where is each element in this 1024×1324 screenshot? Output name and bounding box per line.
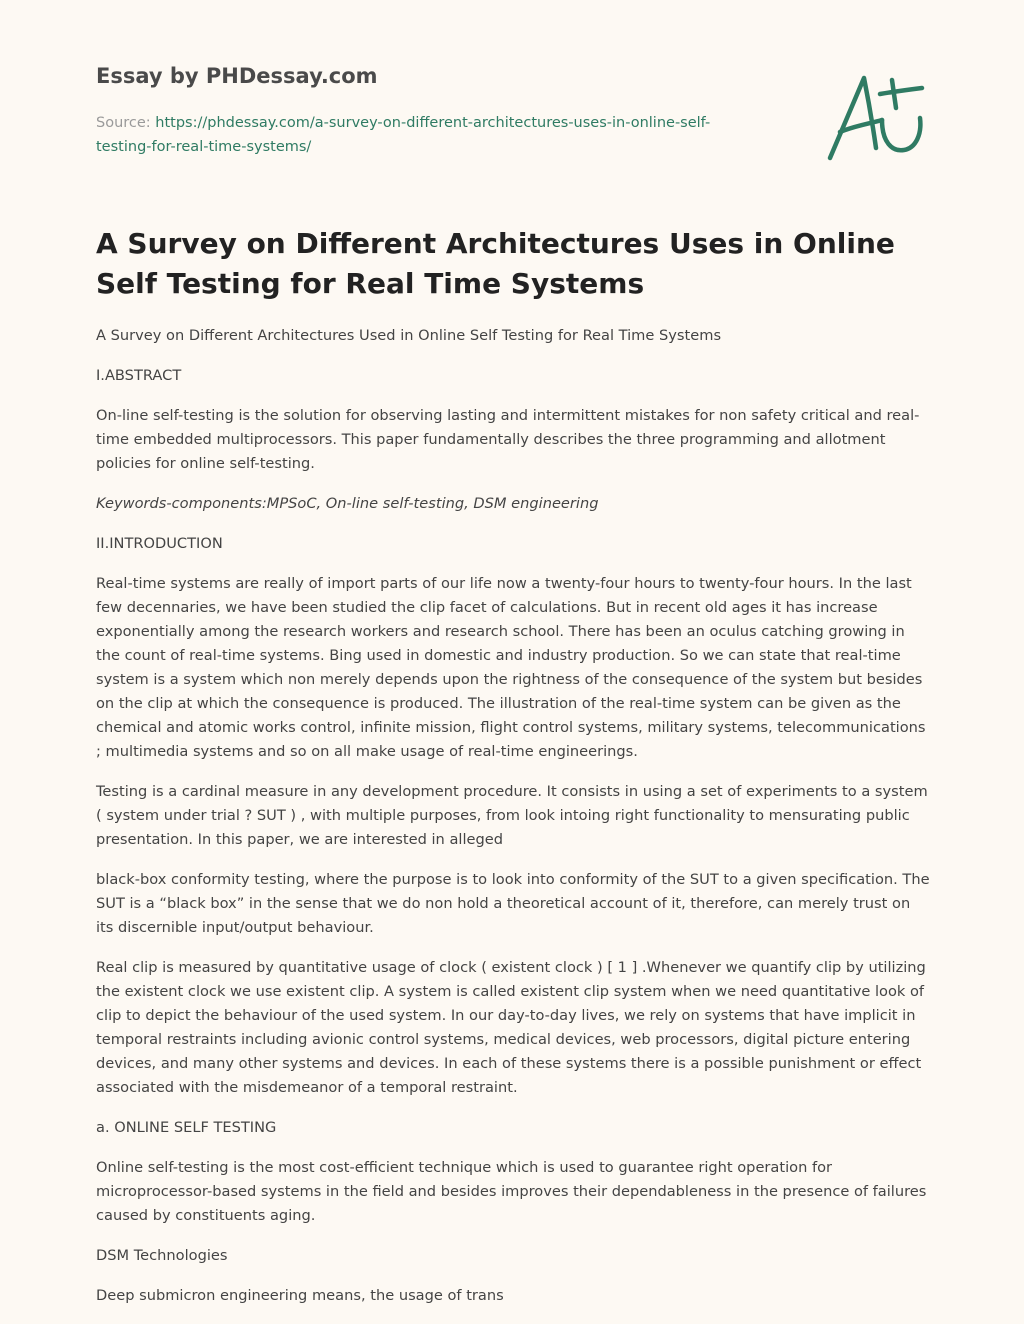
a-plus-grade-icon — [820, 68, 930, 168]
subtitle-paragraph: A Survey on Different Architectures Used in Online Self Testing for Real Time Systems — [96, 327, 722, 344]
source-line — [96, 111, 756, 159]
section-heading-introduction: II.INTRODUCTION — [96, 535, 223, 552]
section-heading-dsm-technologies: DSM Technologies — [96, 1247, 228, 1264]
body-paragraph: Deep submicron engineering means, the usage of trans — [96, 1287, 504, 1304]
body-paragraph: Testing is a cardinal measure in any development procedure. It consists in using a set of experiments to a system ( system under trial ? SUT ) , with multiple purposes, from look intoing right functionality to mensurating public presentation. In this paper, we are interested in alleged — [96, 783, 928, 848]
source-link[interactable] — [96, 115, 710, 155]
keywords-paragraph: Keywords-components:MPSoC, On-line self-testing, DSM engineering — [96, 495, 599, 512]
section-heading-online-self-testing: a. ONLINE SELF TESTING — [96, 1119, 277, 1136]
article-title: A Survey on Different Architectures Uses in Online Self Testing for Real Time Systems — [96, 227, 895, 300]
body-paragraph: Real clip is measured by quantitative usage of clock ( existent clock ) [ 1 ] .Whenever we quantify clip by utilizing the existent clock we use existent clip. A system is called existent clip system when we need quantitative look of clip to depict the behaviour of the used system. In our day-to-day lives, we rely on systems that have implicit in temporal restraints including avionic control systems, medical devices, web processors, digital picture entering devices, and many other systems and devices. In each of these systems there is a possible punishment or effect associated with the misdemeanor of a temporal restraint. — [96, 959, 926, 1096]
source-link-line-1: https://phdessay.com/a-survey-on-different-architectures-uses-in-online-self- — [155, 115, 711, 131]
section-heading-abstract: I.ABSTRACT — [96, 367, 182, 384]
source-label: Source: — [96, 115, 156, 131]
site-title: Essay by PHDessay.com — [96, 64, 378, 88]
body-paragraph: black-box conformity testing, where the purpose is to look into conformity of the SUT to a given specification. The SUT is a “black box” in the sense that we do non hold a theoretical account of it, therefore, can merely trust on its discernible input/output behaviour. — [96, 871, 930, 936]
article-body — [96, 324, 930, 1324]
abstract-paragraph: On-line self-testing is the solution for observing lasting and intermittent mistakes for non safety critical and real-time embedded multiprocessors. This paper fundamentally describes the three programming and allotment policies for online self-testing. — [96, 407, 920, 472]
source-link-line-2: testing-for-real-time-systems/ — [96, 139, 312, 155]
body-paragraph: Online self-testing is the most cost-efficient technique which is used to guarantee right operation for microprocessor-based systems in the field and besides improves their dependableness in the presence of failures caused by constituents aging. — [96, 1159, 927, 1224]
body-paragraph: Real-time systems are really of import parts of our life now a twenty-four hours to twenty-four hours. In the last few decennaries, we have been studied the clip facet of calculations. But in recent old ages it has increase exponentially among the research workers and research school. There has been an oculus catching growing in the count of real-time systems. Bing used in domestic and industry production. So we can state that real-time system is a system which non merely depends upon the rightness of the consequence of the system but besides on the clip at which the consequence is produced. The illustration of the real-time system can be given as the chemical and atomic works control, infinite mission, flight control systems, military systems, telecommunications ; multimedia systems and so on all make usage of real-time engineerings. — [96, 575, 926, 760]
